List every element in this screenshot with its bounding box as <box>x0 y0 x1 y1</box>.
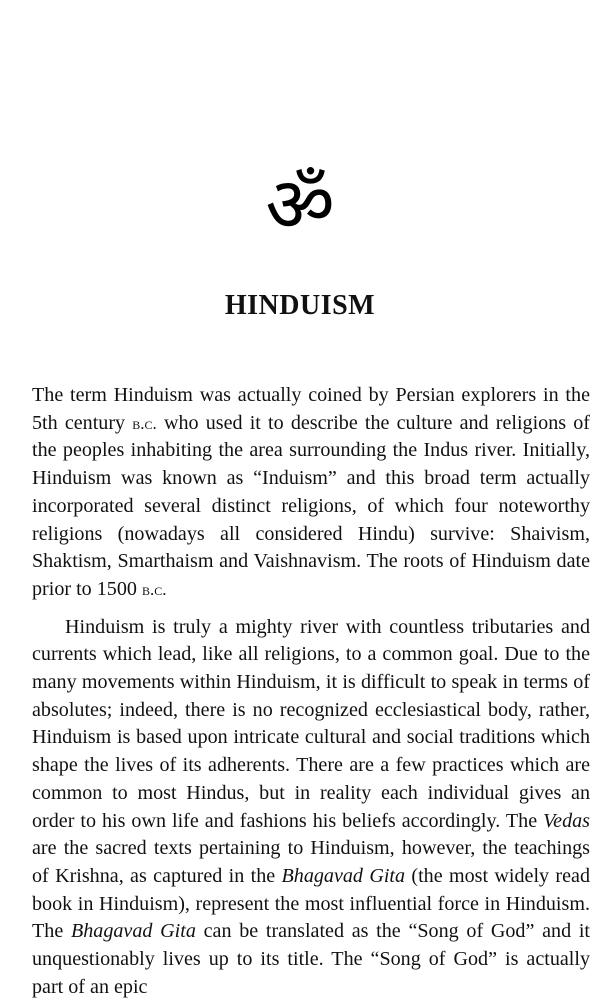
om-symbol-icon: ॐ <box>265 160 335 249</box>
text-run: who used it to describe the culture and religions of the peoples inhabiting the area surrounding the Indus river. Initially, Hinduism was known as “Induism” and this broad term actually incorporated several distinct religions, of which four noteworthy religions (nowadays all considered Hindu) survive: Shaivism, Shaktism, Smarthaism and Vaishnavism. The roots of Hinduism date prior to 1500 <box>32 411 590 600</box>
text-run: Hinduism is truly a mighty river with countless tributaries and currents which lead, like all religions, to a common goal. Due to the many movements within Hinduism, it is difficult to speak in terms of absolutes; indeed, there is no recognized ecclesiastical body, rather, Hinduism is based upon intricate cultural and social traditions which shape the lives of its adherents. There are a few practices which are common to most Hindus, but in reality each individual gives an order to his own life and fashions his beliefs accordingly. The <box>32 615 590 832</box>
italic-title: Bhagavad Gita <box>281 864 406 887</box>
chapter-title: HINDUISM <box>224 290 376 321</box>
text-run: The term Hinduism was actually coined by Persian explorers in the 5th century <box>32 384 590 434</box>
body-text <box>32 382 590 1001</box>
italic-title: Vedas <box>543 809 590 832</box>
text-run: (the most widely read book in Hinduism), represent the most influential force in Hinduism. The <box>32 864 590 943</box>
italic-title: Bhagavad Gita <box>70 920 196 943</box>
paragraph-1 <box>32 382 590 604</box>
era-abbreviation: b.c. <box>132 413 157 433</box>
text-run: can be translated as the “Song of God” and it unquestionably lives up to its title. The “Song of God” is actually part of an epic <box>32 920 590 998</box>
paragraph-2 <box>32 614 590 1001</box>
era-abbreviation: b.c. <box>141 579 167 599</box>
text-run: are the sacred texts pertaining to Hinduism, however, the teachings of Krishna, as captured in the <box>32 837 590 887</box>
